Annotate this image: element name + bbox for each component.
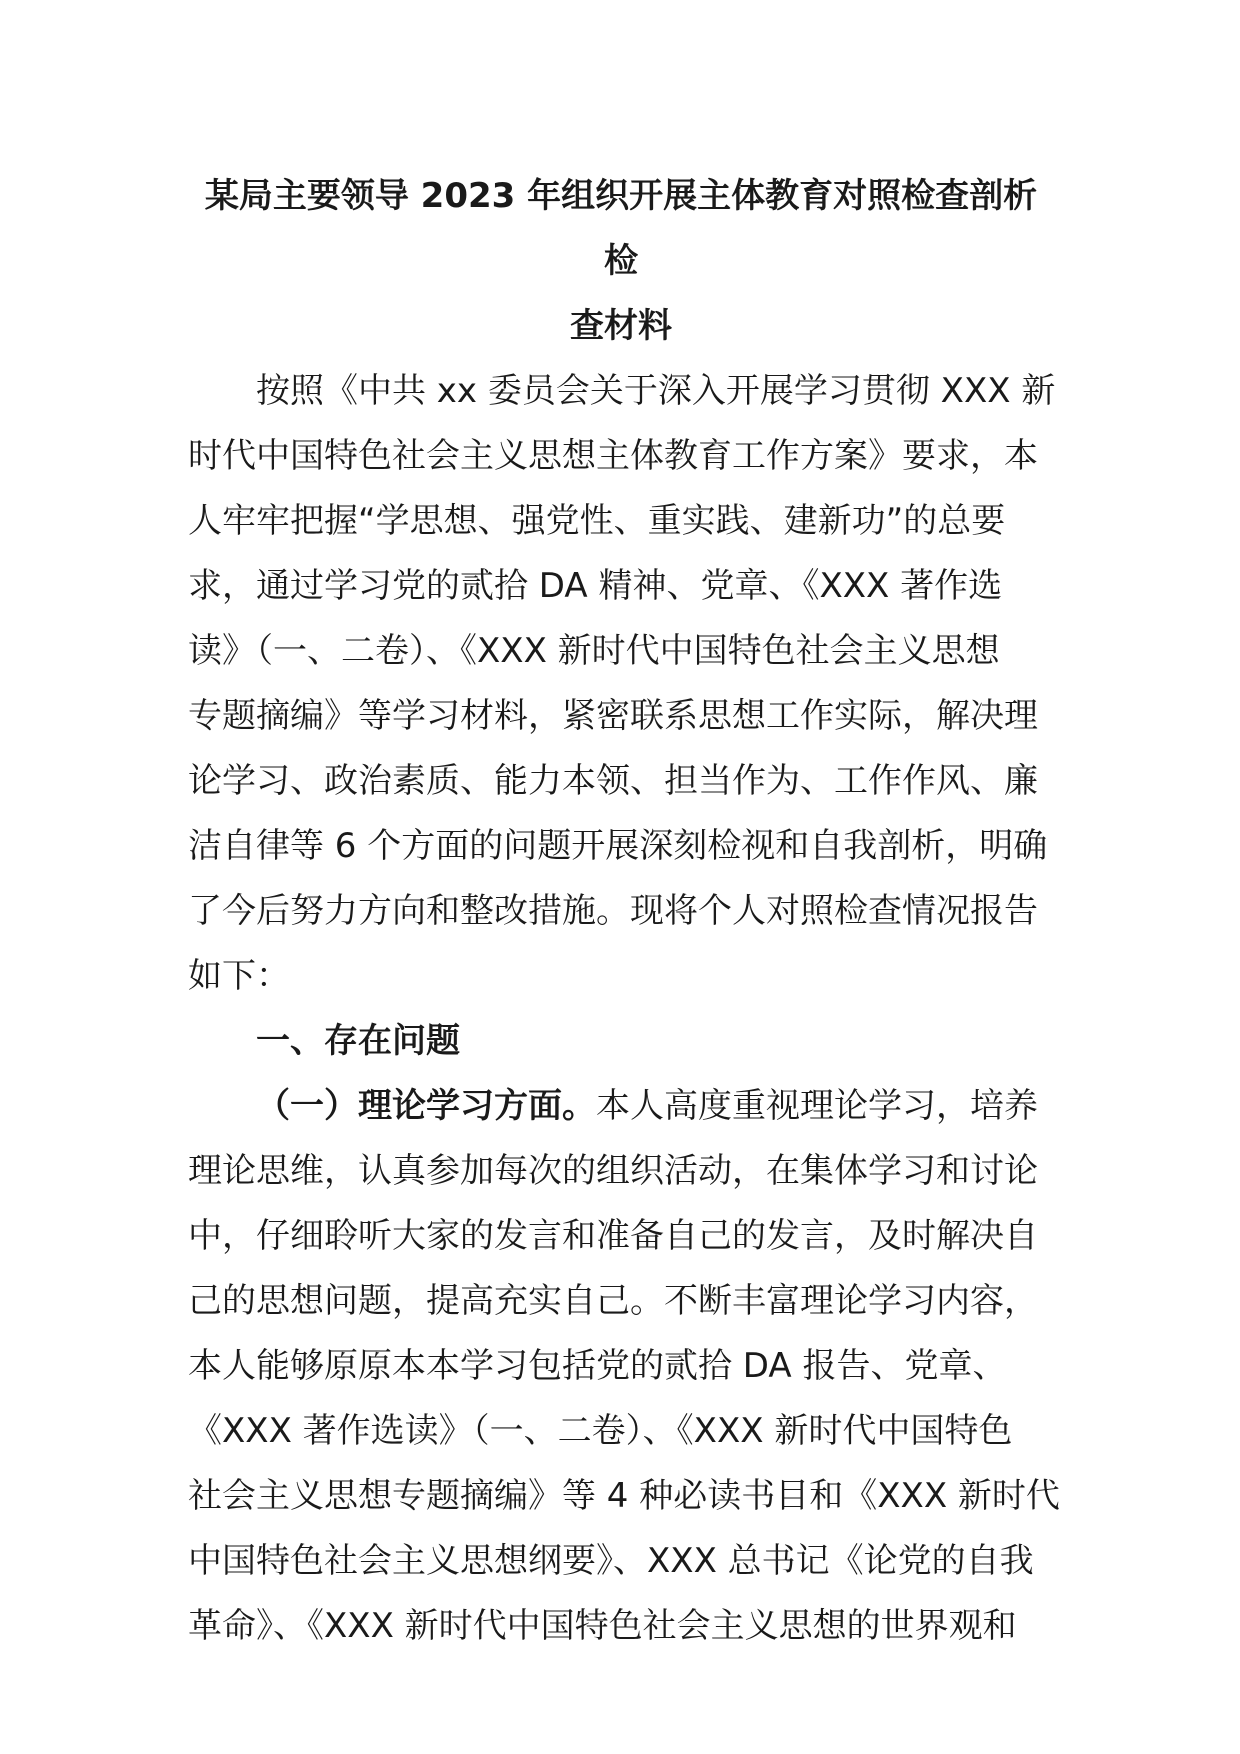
- paragraph-line: 论学习、政治素质、能力本领、担当作为、工作作风、廉: [188, 761, 1038, 801]
- paragraph-line: 《XXX 著作选读》（一、二卷）、《XXX 新时代中国特色: [188, 1411, 1013, 1451]
- paragraph-line: 读》（一、二卷）、《XXX 新时代中国特色社会主义思想: [188, 631, 1000, 671]
- paragraph-line: 时代中国特色社会主义思想主体教育工作方案》要求，本: [188, 436, 1038, 476]
- paragraph-line: 理论思维，认真参加每次的组织活动，在集体学习和讨论: [188, 1151, 1038, 1191]
- subsection-first-line-text: 本人高度重视理论学习，培养: [596, 1086, 1038, 1126]
- paragraph-line: 洁自律等 6 个方面的问题开展深刻检视和自我剖析，明确: [188, 826, 1048, 866]
- subsection-paragraph: [188, 1074, 1060, 1659]
- paragraph-line: 按照《中共 xx 委员会关于深入开展学习贯彻 XXX 新: [256, 371, 1056, 411]
- document-title: [188, 164, 1054, 359]
- paragraph-line: 中国特色社会主义思想纲要》、XXX 总书记《论党的自我: [188, 1541, 1034, 1581]
- paragraph-line: 专题摘编》等学习材料，紧密联系思想工作实际，解决理: [188, 696, 1038, 736]
- title-line-1: 某局主要领导 2023 年组织开展主体教育对照检查剖析检: [204, 176, 1038, 281]
- subsection-heading: （一）理论学习方面。: [256, 1086, 596, 1126]
- title-line-2: 查材料: [570, 306, 672, 346]
- section-heading: 一、存在问题: [256, 1021, 460, 1061]
- paragraph-line: 本人能够原原本本学习包括党的贰拾 DA 报告、党章、: [188, 1346, 1007, 1386]
- subsection-first-line: [188, 1074, 1054, 1139]
- paragraph-line: 革命》、《XXX 新时代中国特色社会主义思想的世界观和: [188, 1606, 1017, 1646]
- document-body: [188, 164, 1060, 1659]
- intro-paragraph: [188, 359, 1054, 1009]
- paragraph-line: 社会主义思想专题摘编》等 4 种必读书目和《XXX 新时代: [188, 1476, 1060, 1516]
- paragraph-line: 中，仔细聆听大家的发言和准备自己的发言，及时解决自: [188, 1216, 1038, 1256]
- paragraph-line: 人牢牢把握“学思想、强党性、重实践、建新功”的总要: [188, 501, 1006, 541]
- paragraph-line: 己的思想问题，提高充实自己。不断丰富理论学习内容，: [188, 1281, 1038, 1321]
- paragraph-line: 了今后努力方向和整改措施。现将个人对照检查情况报告: [188, 891, 1038, 931]
- paragraph-line: 求，通过学习党的贰拾 DA 精神、党章、《XXX 著作选: [188, 566, 1003, 606]
- paragraph-line: 如下：: [188, 956, 290, 996]
